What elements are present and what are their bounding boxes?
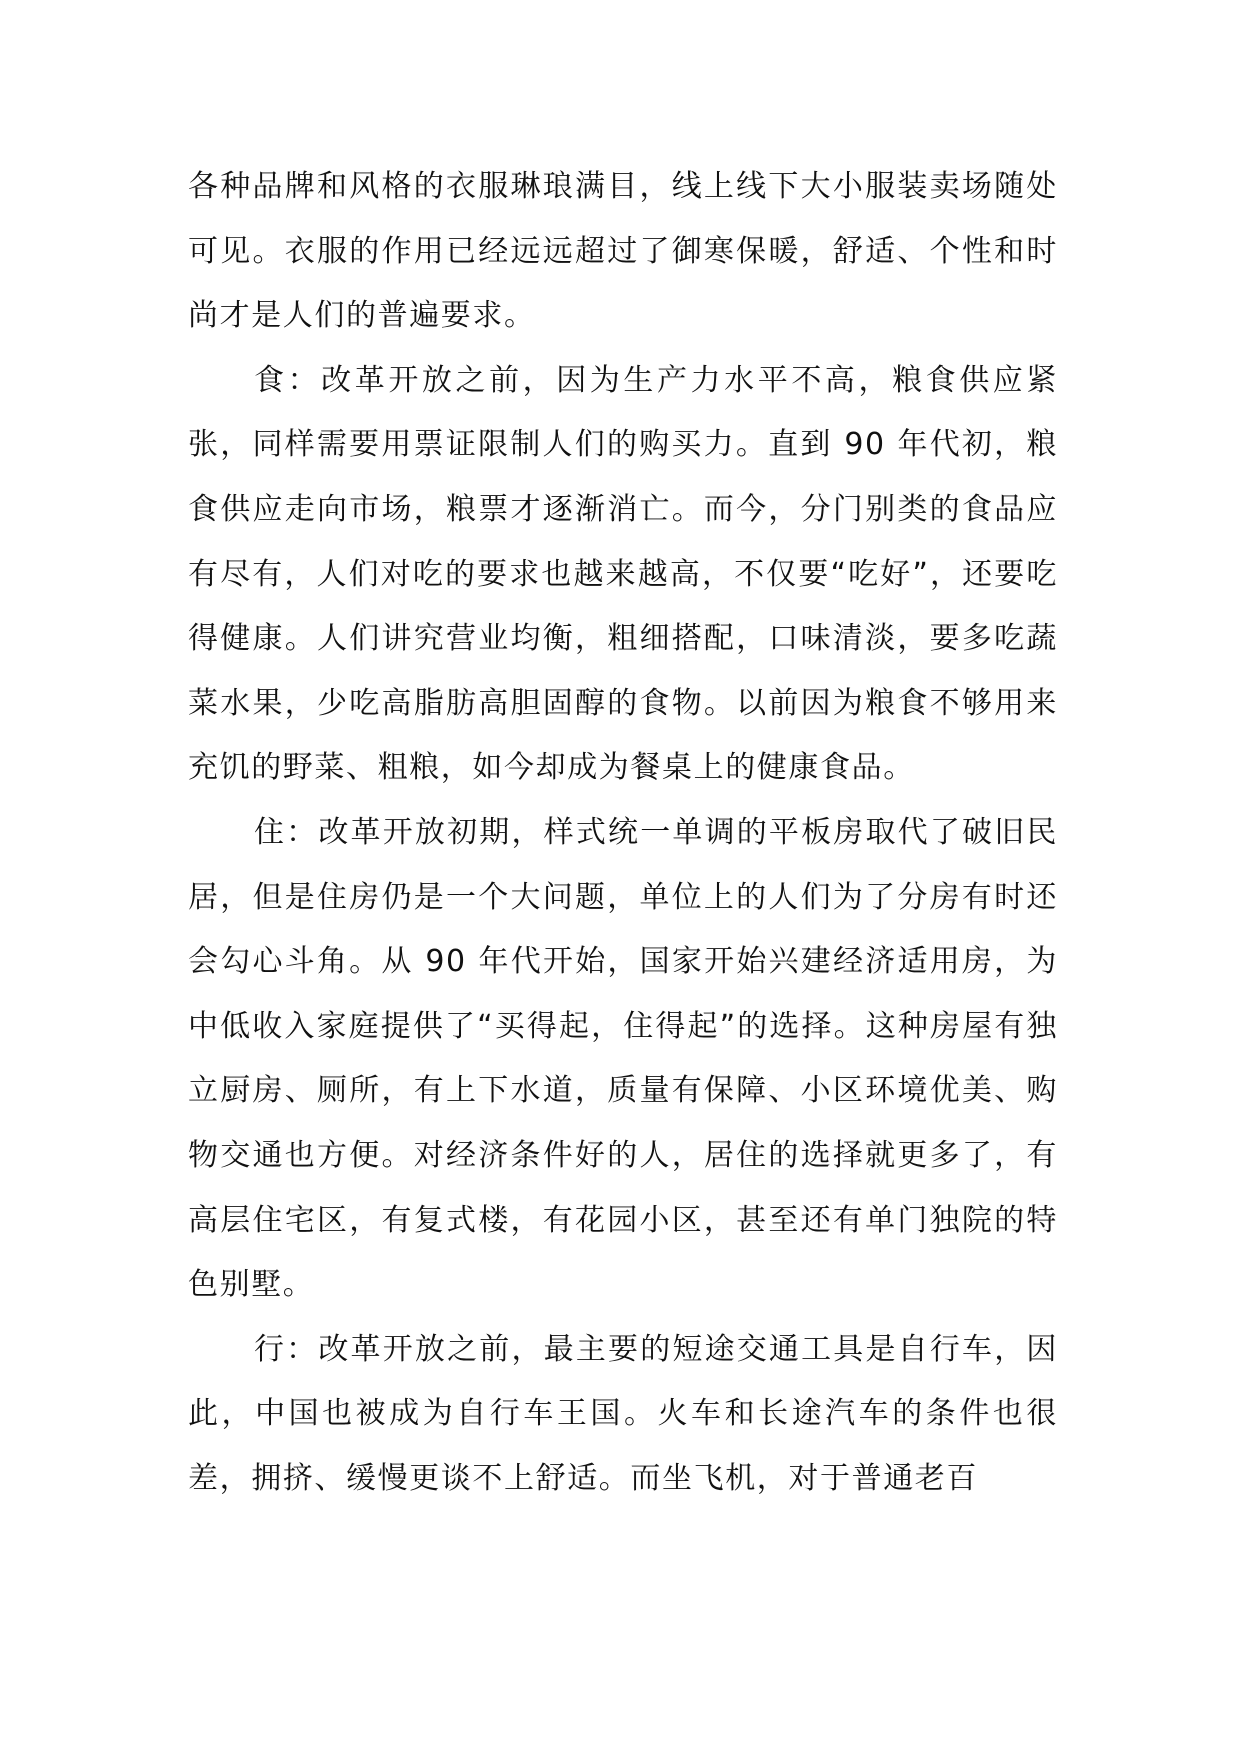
document-body: [188, 155, 1058, 1511]
paragraph-clothing: 各种品牌和风格的衣服琳琅满目，线上线下大小服装卖场随处可见。衣服的作用已经远远超过了御寒保暖，舒适、个性和时尚才是人们的普遍要求。: [188, 169, 1058, 334]
paragraph-food: 食：改革开放之前，因为生产力水平不高，粮食供应紧张，同样需要用票证限制人们的购买力。直到 90 年代初，粮食供应走向市场，粮票才逐渐消亡。而今，分门别类的食品应有尽有，人们对吃的要求也越来越高，不仅要“吃好”，还要吃得健康。人们讲究营业均衡，粗细搭配，口味清淡，要多吃蔬菜水果，少吃高脂肪高胆固醇的食物。以前因为粮食不够用来充饥的野菜、粗粮，如今却成为餐桌上的健康食品。: [188, 362, 1058, 786]
paragraph-transport: 行：改革开放之前，最主要的短途交通工具是自行车，因此，中国也被成为自行车王国。火车和长途汽车的条件也很差，拥挤、缓慢更谈不上舒适。而坐飞机，对于普通老百: [188, 1331, 1058, 1496]
paragraph-housing: 住：改革开放初期，样式统一单调的平板房取代了破旧民居，但是住房仍是一个大问题，单位上的人们为了分房有时还会勾心斗角。从 90 年代开始，国家开始兴建经济适用房，为中低收入家庭提供了“买得起，住得起”的选择。这种房屋有独立厨房、厕所，有上下水道，质量有保障、小区环境优美、购物交通也方便。对经济条件好的人，居住的选择就更多了，有高层住宅区，有复式楼，有花园小区，甚至还有单门独院的特色别墅。: [188, 814, 1058, 1303]
